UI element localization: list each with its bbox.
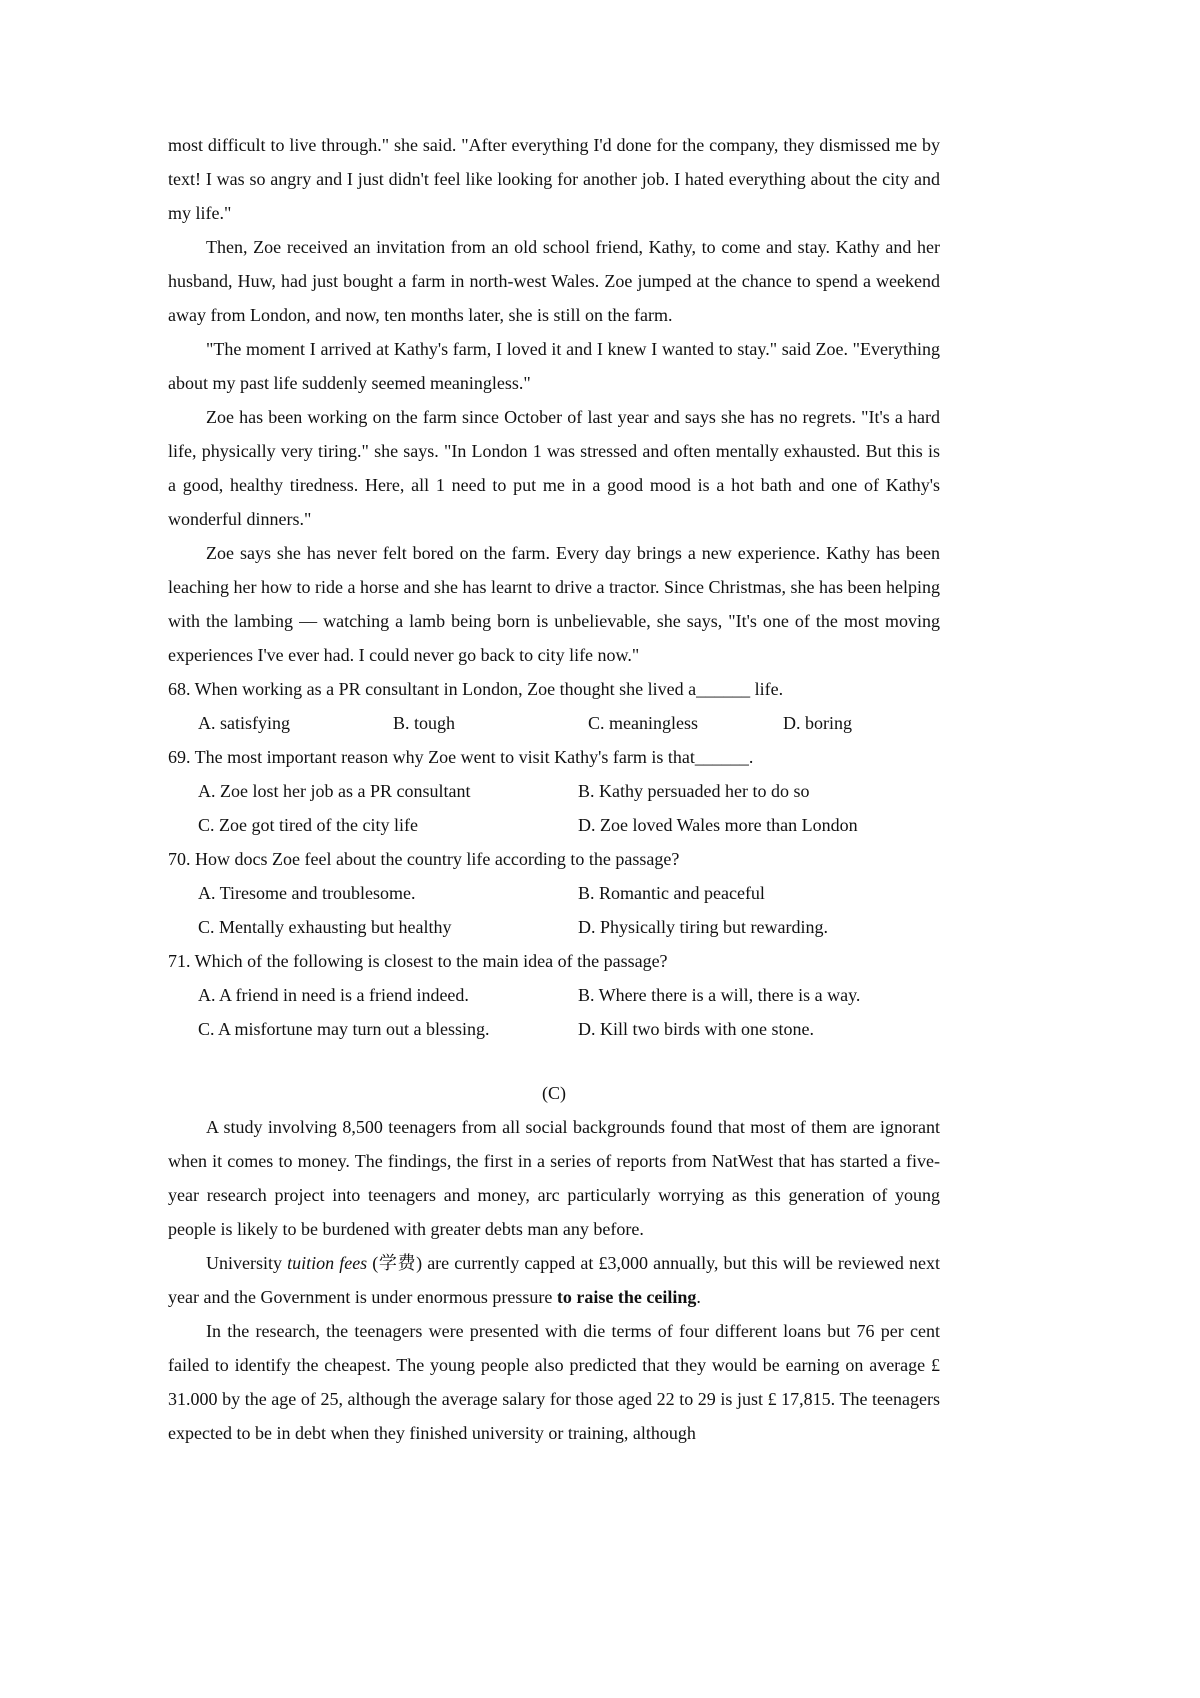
- question-stem: 70. How docs Zoe feel about the country life according to the passage?: [168, 849, 680, 869]
- option-a[interactable]: A. A friend in need is a friend indeed.: [198, 985, 469, 1005]
- question-68: [168, 672, 940, 740]
- question-70: [168, 842, 940, 944]
- section-heading: (C): [542, 1083, 566, 1103]
- option-d[interactable]: D. boring: [783, 713, 852, 733]
- section-gap: [168, 1046, 940, 1076]
- option-row: [168, 706, 940, 740]
- paragraph: In the research, the teenagers were presented with die terms of four different loans but 76 per cent failed to identify the cheapest. The young people also predicted that they would be earning on average £ 31.000 by the age of 25, although the average salary for those aged 22 to 29 is just £ 17,815. The teenagers expected to be in debt when they finished university or training, although: [168, 1321, 940, 1443]
- option-c[interactable]: C. Zoe got tired of the city life: [198, 815, 418, 835]
- bold-phrase: to raise the ceiling: [556, 1287, 697, 1307]
- paragraph: "The moment I arrived at Kathy's farm, I loved it and I knew I wanted to stay." said Zoe. "Everything about my past life suddenly seemed meaningless.": [168, 339, 940, 393]
- question-stem: 69. The most important reason why Zoe went to visit Kathy's farm is that______.: [168, 747, 754, 767]
- option-d[interactable]: D. Kill two birds with one stone.: [578, 1019, 814, 1039]
- option-c[interactable]: C. meaningless: [588, 713, 698, 733]
- paragraph: Zoe says she has never felt bored on the farm. Every day brings a new experience. Kathy has been leaching her how to ride a horse and she has learnt to drive a tractor. Since Christmas, she has been helping with the lambing — watching a lamb being born is unbelievable, she says, "It's one of the most moving experiences I've ever had. I could never go back to city life now.": [168, 543, 940, 665]
- question-71: [168, 944, 940, 1046]
- question-stem: 68. When working as a PR consultant in London, Zoe thought she lived a______ life.: [168, 679, 784, 699]
- option-a[interactable]: A. Zoe lost her job as a PR consultant: [198, 781, 471, 801]
- option-c[interactable]: C. Mentally exhausting but healthy: [198, 917, 452, 937]
- option-b[interactable]: B. Where there is a will, there is a way.: [578, 985, 861, 1005]
- option-grid: [168, 978, 940, 1046]
- option-a[interactable]: A. Tiresome and troublesome.: [198, 883, 416, 903]
- italic-term: tuition fees: [287, 1253, 368, 1273]
- paragraph: Then, Zoe received an invitation from an old school friend, Kathy, to come and stay. Kathy and her husband, Huw, had just bought a farm in north-west Wales. Zoe jumped at the chance to spend a weekend away from London, and now, ten months later, she is still on the farm.: [168, 237, 940, 325]
- option-b[interactable]: B. tough: [393, 713, 456, 733]
- option-grid: [168, 876, 940, 944]
- paragraph: A study involving 8,500 teenagers from all social backgrounds found that most of them are ignorant when it comes to money. The findings, the first in a series of reports from NatWest that has started a five-year research project into teenagers and money, arc particularly worrying as this generation of young people is likely to be burdened with greater debts man any before.: [168, 1117, 940, 1239]
- option-b[interactable]: B. Romantic and peaceful: [578, 883, 765, 903]
- text-run: University: [206, 1253, 288, 1273]
- paragraph: Zoe has been working on the farm since October of last year and says she has no regrets. "It's a hard life, physically very tiring." she says. "In London 1 was stressed and often mentally exhausted. But this is a good, healthy tiredness. Here, all 1 need to put me in a good mood is a hot bath and one of Kathy's wonderful dinners.": [168, 407, 940, 529]
- passage-c: [168, 1076, 940, 1450]
- passage-b: [168, 128, 940, 1450]
- option-grid: [168, 774, 940, 842]
- option-c[interactable]: C. A misfortune may turn out a blessing.: [198, 1019, 490, 1039]
- option-a[interactable]: A. satisfying: [198, 713, 290, 733]
- text-run: (学费) are currently capped at £3,000 annually, but this will be reviewed next year and the Government is under enormous pressure: [168, 1253, 940, 1307]
- question-69: [168, 740, 940, 842]
- paragraph: [168, 1246, 940, 1314]
- text-run: .: [696, 1287, 701, 1307]
- question-stem: 71. Which of the following is closest to the main idea of the passage?: [168, 951, 668, 971]
- paragraph: most difficult to live through." she said. "After everything I'd done for the company, they dismissed me by text! I was so angry and I just didn't feel like looking for another job. I hated everything about the city and my life.": [168, 135, 940, 223]
- option-b[interactable]: B. Kathy persuaded her to do so: [578, 781, 810, 801]
- option-d[interactable]: D. Zoe loved Wales more than London: [578, 815, 858, 835]
- option-d[interactable]: D. Physically tiring but rewarding.: [578, 917, 828, 937]
